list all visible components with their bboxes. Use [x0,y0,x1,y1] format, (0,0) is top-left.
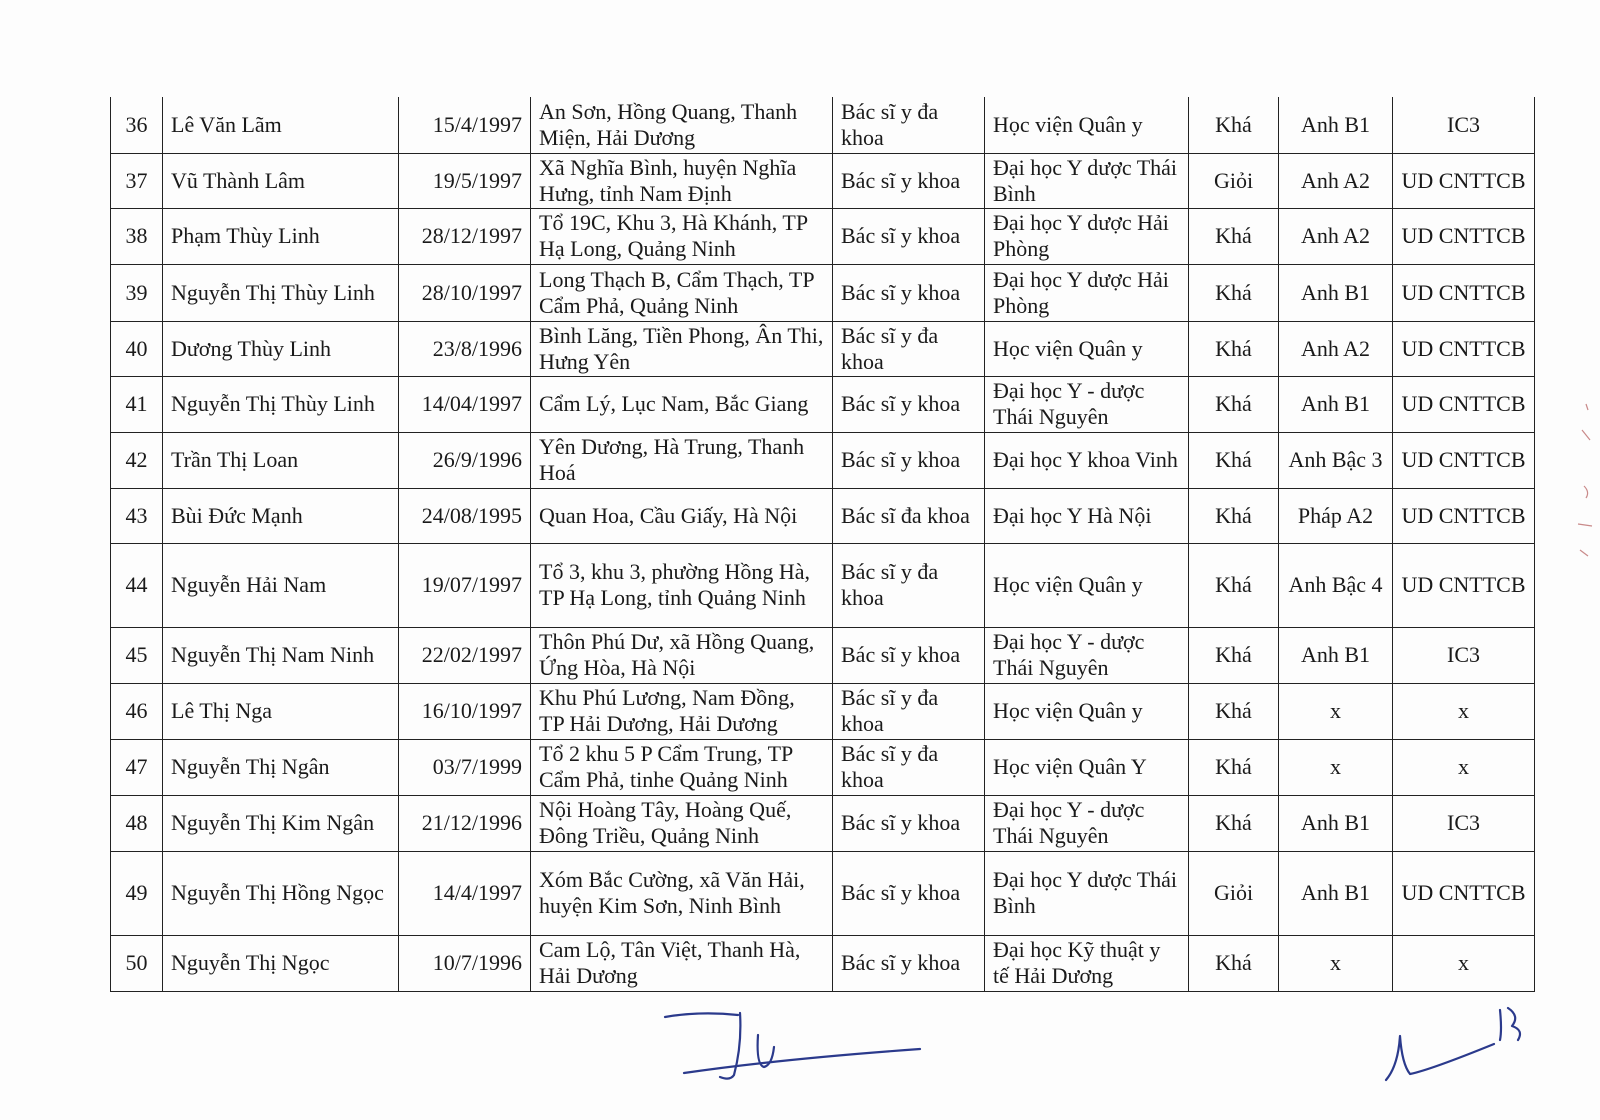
cell-degree: Bác sĩ y đa khoa [833,739,985,795]
table-row [111,153,1535,208]
table-row [111,795,1535,851]
cell-language-certificate: x [1279,739,1393,795]
table-row [111,376,1535,432]
cell-full-name: Lê Thị Nga [163,683,399,739]
cell-row-number: 37 [111,153,163,208]
cell-row-number: 46 [111,683,163,739]
cell-date-of-birth: 10/7/1996 [399,935,531,991]
cell-language-certificate: Anh A2 [1279,208,1393,264]
cell-degree: Bác sĩ đa khoa [833,488,985,543]
cell-degree: Bác sĩ y đa khoa [833,97,985,153]
cell-address: Cẩm Lý, Lục Nam, Bắc Giang [531,376,833,432]
cell-row-number: 43 [111,488,163,543]
cell-school: Đại học Y dược Hải Phòng [985,264,1189,321]
cell-graduation-rank: Giỏi [1189,851,1279,935]
cell-school: Đại học Y dược Thái Bình [985,153,1189,208]
table-row [111,432,1535,488]
cell-school: Đại học Y dược Hải Phòng [985,208,1189,264]
cell-full-name: Vũ Thành Lâm [163,153,399,208]
cell-full-name: Nguyễn Thị Thùy Linh [163,376,399,432]
cell-degree: Bác sĩ y đa khoa [833,321,985,376]
cell-school: Đại học Y - dược Thái Nguyên [985,627,1189,683]
cell-graduation-rank: Khá [1189,935,1279,991]
cell-address: Xã Nghĩa Bình, huyện Nghĩa Hưng, tỉnh Nam Định [531,153,833,208]
table-row [111,543,1535,627]
cell-it-certificate: x [1393,739,1535,795]
cell-address: Bình Lăng, Tiền Phong, Ân Thi, Hưng Yên [531,321,833,376]
cell-it-certificate: x [1393,683,1535,739]
cell-school: Học viện Quân y [985,543,1189,627]
cell-date-of-birth: 19/5/1997 [399,153,531,208]
cell-school: Học viện Quân Y [985,739,1189,795]
cell-degree: Bác sĩ y khoa [833,935,985,991]
cell-full-name: Bùi Đức Mạnh [163,488,399,543]
cell-row-number: 41 [111,376,163,432]
cell-date-of-birth: 28/10/1997 [399,264,531,321]
cell-row-number: 50 [111,935,163,991]
cell-degree: Bác sĩ y khoa [833,376,985,432]
cell-degree: Bác sĩ y khoa [833,153,985,208]
cell-it-certificate: x [1393,935,1535,991]
cell-it-certificate: UD CNTTCB [1393,153,1535,208]
cell-graduation-rank: Khá [1189,627,1279,683]
cell-school: Học viện Quân y [985,321,1189,376]
cell-it-certificate: UD CNTTCB [1393,321,1535,376]
cell-address: Thôn Phú Dư, xã Hồng Quang, Ứng Hòa, Hà Nội [531,627,833,683]
cell-date-of-birth: 28/12/1997 [399,208,531,264]
cell-degree: Bác sĩ y khoa [833,627,985,683]
cell-language-certificate: Anh B1 [1279,376,1393,432]
table-row [111,321,1535,376]
cell-language-certificate: Anh B1 [1279,627,1393,683]
table-row [111,739,1535,795]
cell-full-name: Nguyễn Thị Hồng Ngọc [163,851,399,935]
cell-graduation-rank: Khá [1189,683,1279,739]
cell-degree: Bác sĩ y khoa [833,851,985,935]
cell-school: Đại học Y - dược Thái Nguyên [985,795,1189,851]
cell-it-certificate: IC3 [1393,97,1535,153]
table-row [111,488,1535,543]
cell-school: Học viện Quân y [985,97,1189,153]
cell-language-certificate: Anh Bậc 4 [1279,543,1393,627]
cell-date-of-birth: 03/7/1999 [399,739,531,795]
cell-date-of-birth: 19/07/1997 [399,543,531,627]
cell-language-certificate: Anh A2 [1279,153,1393,208]
cell-school: Đại học Y khoa Vinh [985,432,1189,488]
cell-degree: Bác sĩ y đa khoa [833,543,985,627]
cell-graduation-rank: Khá [1189,264,1279,321]
table-body [111,97,1535,991]
cell-address: Xóm Bắc Cường, xã Văn Hải, huyện Kim Sơn, Ninh Bình [531,851,833,935]
cell-full-name: Phạm Thùy Linh [163,208,399,264]
cell-row-number: 42 [111,432,163,488]
cell-graduation-rank: Khá [1189,376,1279,432]
cell-date-of-birth: 23/8/1996 [399,321,531,376]
table-row [111,935,1535,991]
cell-date-of-birth: 22/02/1997 [399,627,531,683]
cell-full-name: Dương Thùy Linh [163,321,399,376]
cell-address: Tổ 3, khu 3, phường Hồng Hà, TP Hạ Long, tỉnh Quảng Ninh [531,543,833,627]
cell-it-certificate: IC3 [1393,627,1535,683]
cell-address: Khu Phú Lương, Nam Đồng, TP Hải Dương, Hải Dương [531,683,833,739]
cell-degree: Bác sĩ y khoa [833,208,985,264]
cell-school: Đại học Y dược Thái Bình [985,851,1189,935]
cell-it-certificate: IC3 [1393,795,1535,851]
cell-date-of-birth: 15/4/1997 [399,97,531,153]
cell-school: Đại học Kỹ thuật y tế Hải Dương [985,935,1189,991]
cell-graduation-rank: Khá [1189,208,1279,264]
signature-right [1370,1000,1570,1100]
cell-language-certificate: Pháp A2 [1279,488,1393,543]
cell-it-certificate: UD CNTTCB [1393,851,1535,935]
cell-date-of-birth: 21/12/1996 [399,795,531,851]
cell-it-certificate: UD CNTTCB [1393,543,1535,627]
cell-address: Quan Hoa, Cầu Giấy, Hà Nội [531,488,833,543]
table-row [111,627,1535,683]
cell-language-certificate: Anh B1 [1279,97,1393,153]
cell-it-certificate: UD CNTTCB [1393,264,1535,321]
cell-graduation-rank: Khá [1189,739,1279,795]
cell-degree: Bác sĩ y khoa [833,432,985,488]
cell-date-of-birth: 24/08/1995 [399,488,531,543]
cell-it-certificate: UD CNTTCB [1393,208,1535,264]
cell-date-of-birth: 16/10/1997 [399,683,531,739]
candidate-table [110,97,1535,992]
cell-graduation-rank: Khá [1189,488,1279,543]
signature-left [660,1005,930,1095]
cell-graduation-rank: Khá [1189,795,1279,851]
cell-language-certificate: x [1279,683,1393,739]
cell-full-name: Nguyễn Thị Nam Ninh [163,627,399,683]
cell-full-name: Nguyễn Thị Thùy Linh [163,264,399,321]
table-row [111,683,1535,739]
cell-row-number: 38 [111,208,163,264]
cell-date-of-birth: 14/4/1997 [399,851,531,935]
cell-date-of-birth: 26/9/1996 [399,432,531,488]
cell-full-name: Nguyễn Thị Kim Ngân [163,795,399,851]
cell-language-certificate: Anh Bậc 3 [1279,432,1393,488]
cell-full-name: Nguyễn Thị Ngân [163,739,399,795]
cell-row-number: 39 [111,264,163,321]
table-row [111,264,1535,321]
cell-graduation-rank: Giỏi [1189,153,1279,208]
cell-address: Cam Lộ, Tân Việt, Thanh Hà, Hải Dương [531,935,833,991]
cell-degree: Bác sĩ y khoa [833,795,985,851]
cell-graduation-rank: Khá [1189,321,1279,376]
cell-address: Yên Dương, Hà Trung, Thanh Hoá [531,432,833,488]
cell-row-number: 49 [111,851,163,935]
cell-full-name: Trần Thị Loan [163,432,399,488]
cell-row-number: 40 [111,321,163,376]
cell-degree: Bác sĩ y khoa [833,264,985,321]
cell-language-certificate: x [1279,935,1393,991]
cell-address: An Sơn, Hồng Quang, Thanh Miện, Hải Dương [531,97,833,153]
cell-language-certificate: Anh B1 [1279,264,1393,321]
cell-language-certificate: Anh B1 [1279,795,1393,851]
cell-it-certificate: UD CNTTCB [1393,432,1535,488]
cell-row-number: 45 [111,627,163,683]
table-row [111,208,1535,264]
cell-degree: Bác sĩ y đa khoa [833,683,985,739]
cell-language-certificate: Anh A2 [1279,321,1393,376]
cell-address: Tổ 2 khu 5 P Cẩm Trung, TP Cẩm Phả, tinhe Quảng Ninh [531,739,833,795]
table-row [111,97,1535,153]
cell-date-of-birth: 14/04/1997 [399,376,531,432]
cell-address: Nội Hoàng Tây, Hoàng Quế, Đông Triều, Quảng Ninh [531,795,833,851]
cell-graduation-rank: Khá [1189,543,1279,627]
cell-school: Học viện Quân y [985,683,1189,739]
cell-school: Đại học Y - dược Thái Nguyên [985,376,1189,432]
cell-full-name: Nguyễn Hải Nam [163,543,399,627]
cell-school: Đại học Y Hà Nội [985,488,1189,543]
cell-address: Long Thạch B, Cẩm Thạch, TP Cẩm Phả, Quảng Ninh [531,264,833,321]
cell-full-name: Lê Văn Lãm [163,97,399,153]
cell-it-certificate: UD CNTTCB [1393,488,1535,543]
table-row [111,851,1535,935]
cell-it-certificate: UD CNTTCB [1393,376,1535,432]
cell-address: Tổ 19C, Khu 3, Hà Khánh, TP Hạ Long, Quảng Ninh [531,208,833,264]
cell-full-name: Nguyễn Thị Ngọc [163,935,399,991]
cell-row-number: 36 [111,97,163,153]
cell-language-certificate: Anh B1 [1279,851,1393,935]
cell-row-number: 47 [111,739,163,795]
cell-row-number: 44 [111,543,163,627]
cell-graduation-rank: Khá [1189,432,1279,488]
margin-marks [1574,400,1594,580]
cell-graduation-rank: Khá [1189,97,1279,153]
cell-row-number: 48 [111,795,163,851]
